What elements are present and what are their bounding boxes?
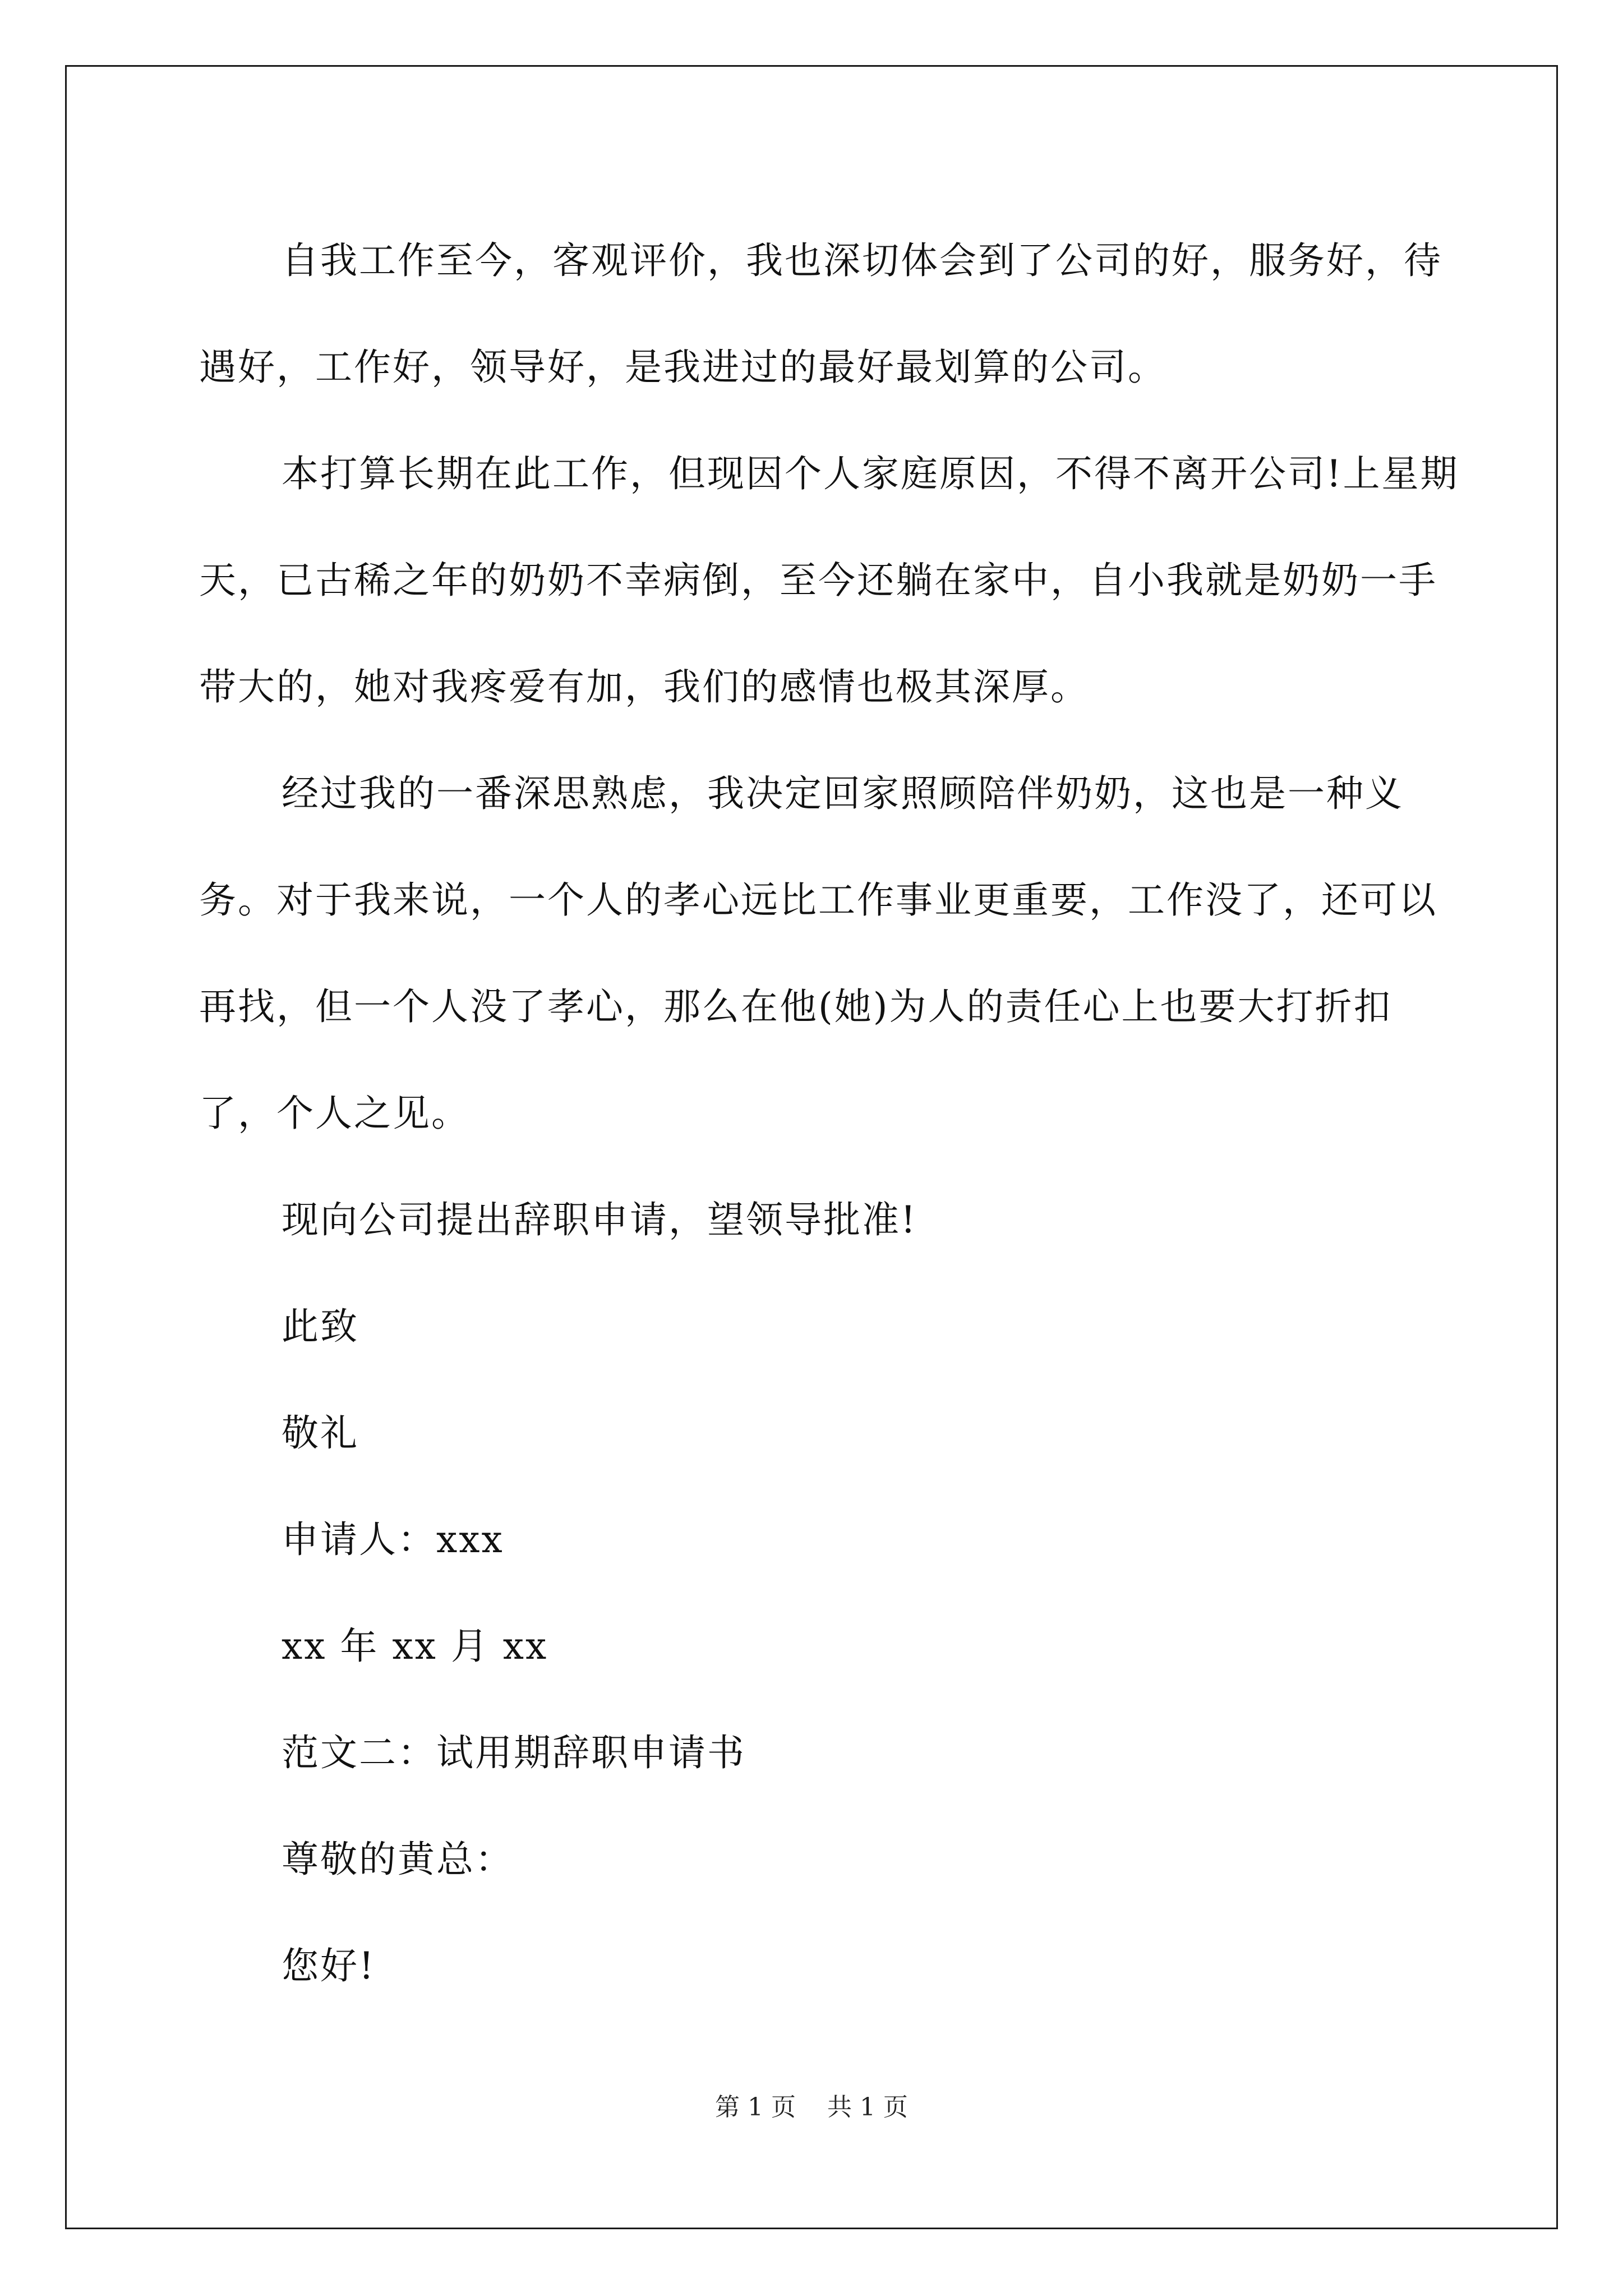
paragraph-2: 本打算长期在此工作，但现因个人家庭原因，不得不离开公司!上星期天，已古稀之年的奶奶不幸病倒，至今还躺在家中，自小我就是奶奶一手带大的，她对我疼爱有加，我们的感情也极其深厚。: [199, 452, 1459, 708]
paragraph-4: 现向公司提出辞职申请，望领导批准!: [282, 1198, 917, 1241]
greeting-recipient: 尊敬的黄总：: [282, 1838, 514, 1881]
date-line: xx 年 xx 月 xx: [282, 1625, 548, 1668]
applicant-line: 申请人：xxx: [282, 1518, 504, 1561]
section-title: 范文二：试用期辞职申请书: [282, 1731, 746, 1774]
salute-text: 敬礼: [282, 1411, 359, 1455]
document-body: [199, 208, 1464, 2019]
closing-text: 此致: [282, 1305, 359, 1348]
paragraph-1: 自我工作至今，客观评价，我也深切体会到了公司的好，服务好，待遇好，工作好，领导好，是我进过的最好最划算的公司。: [199, 239, 1442, 389]
page-footer: 第 1 页 共 1 页: [715, 2093, 908, 2122]
greeting-text: 您好!: [282, 1944, 376, 1987]
paragraph-3: 经过我的一番深思熟虑，我决定回家照顾陪伴奶奶，这也是一种义务。对于我来说，一个人的孝心远比工作事业更重要，工作没了，还可以再找，但一个人没了孝心，那么在他(她)为人的责任心上也要大打折扣了，个人之见。: [199, 772, 1437, 1135]
